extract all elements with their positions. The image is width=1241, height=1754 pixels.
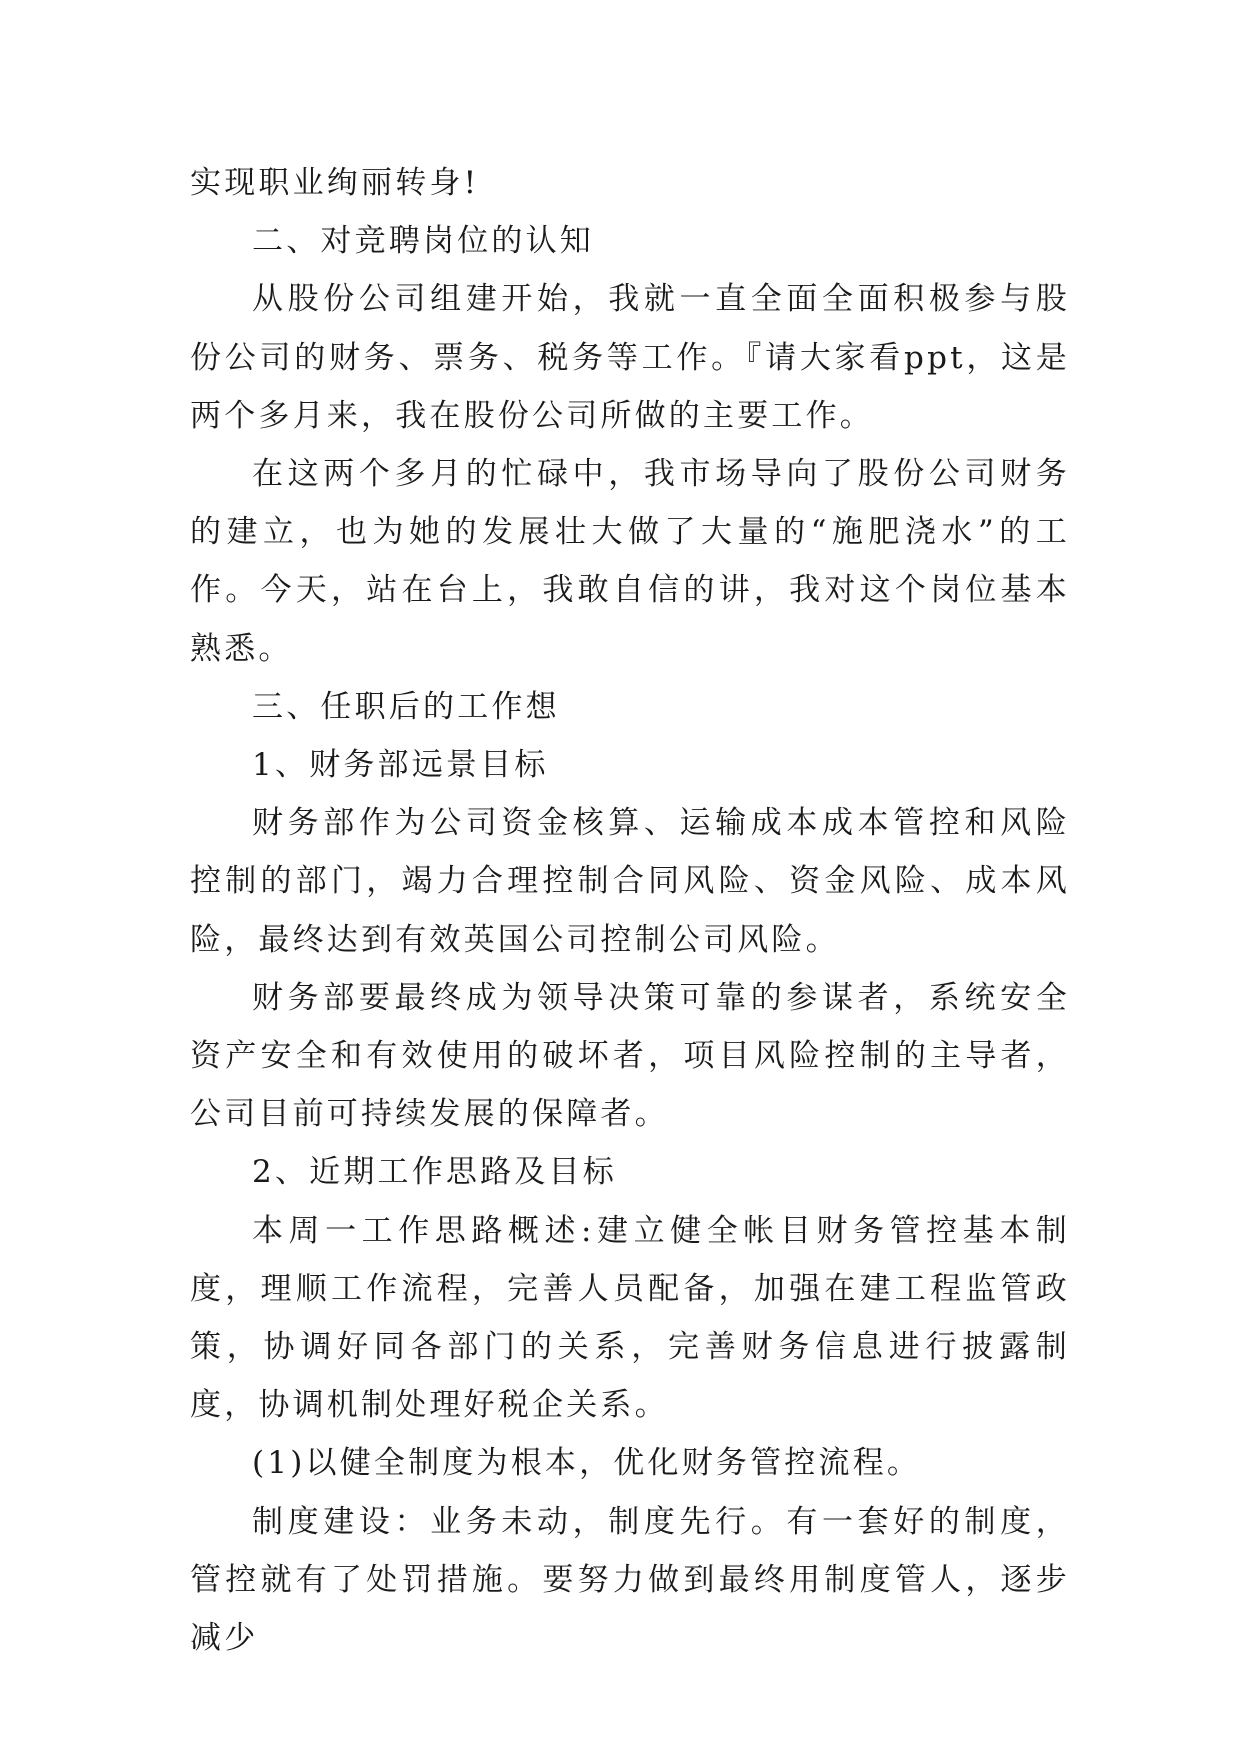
section-heading-3: 三、任职后的工作想 bbox=[252, 688, 560, 725]
paragraph-1: 实现职业绚丽转身! bbox=[190, 165, 480, 201]
subheading-2: 2、近期工作思路及目标 bbox=[252, 1154, 617, 1191]
paragraph-4: 在这两个多月的忙碌中，我市场导向了股份公司财务的建立，也为她的发展壮大做了大量的“施肥浇水”的工作。今天，站在台上，我敢自信的讲，我对这个岗位基本熟悉。 bbox=[190, 456, 1070, 667]
paragraph-3: 从股份公司组建开始，我就一直全面全面积极参与股份公司的财务、票务、税务等工作。『请大家看ppt，这是两个多月来，我在股份公司所做的主要工作。 bbox=[190, 281, 1070, 434]
paragraph-12: 制度建设：业务未动，制度先行。有一套好的制度，管控就有了处罚措施。要努力做到最终用制度管人，逐步减少 bbox=[190, 1503, 1070, 1657]
paragraph-10: 本周一工作思路概述:建立健全帐目财务管控基本制度，理顺工作流程，完善人员配备，加强在建工程监管政策，协调好同各部门的关系，完善财务信息进行披露制度，协调机制处理好税企关系。 bbox=[190, 1212, 1070, 1424]
section-heading-2: 二、对竞聘岗位的认知 bbox=[252, 223, 594, 260]
document-body bbox=[190, 154, 1070, 1667]
subheading-1: 1、财务部远景目标 bbox=[252, 747, 549, 784]
paragraph-11: (1)以健全制度为根本，优化财务管控流程。 bbox=[252, 1445, 922, 1482]
paragraph-7: 财务部作为公司资金核算、运输成本成本管控和风险控制的部门，竭力合理控制合同风险、资金风险、成本风险，最终达到有效英国公司控制公司风险。 bbox=[190, 805, 1070, 958]
paragraph-8: 财务部要最终成为领导决策可靠的参谋者，系统安全资产安全和有效使用的破坏者，项目风险控制的主导者，公司目前可持续发展的保障者。 bbox=[190, 979, 1070, 1133]
